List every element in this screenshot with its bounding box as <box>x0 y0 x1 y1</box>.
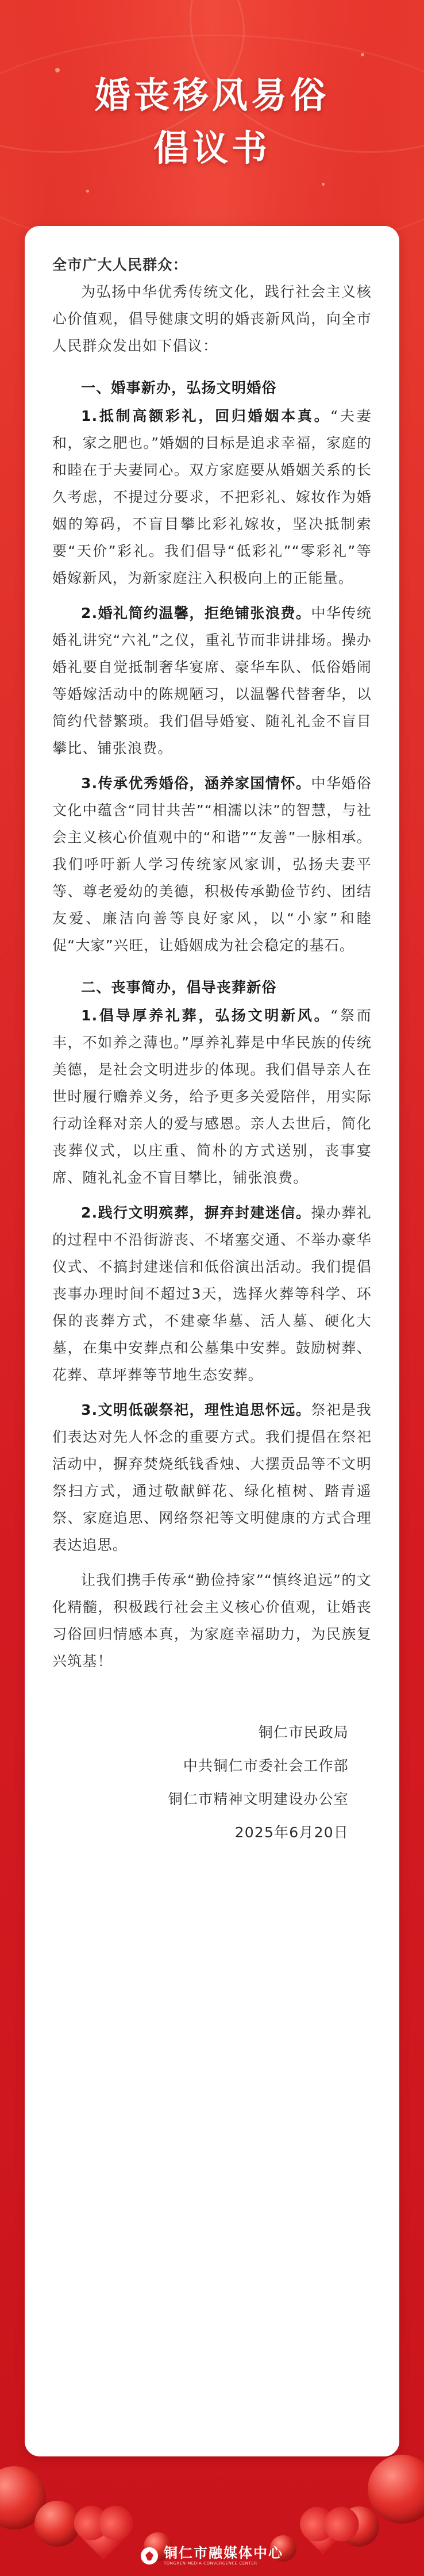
section-item <box>52 600 372 762</box>
signature-block <box>52 1716 372 1849</box>
decorative-balloon <box>368 2455 424 2524</box>
item-heading: 3.文明低碳祭祀，理性追思怀远。 <box>81 1402 311 1418</box>
section-item <box>52 402 372 592</box>
decorative-sparkle <box>86 190 89 193</box>
item-heading: 3.传承优秀婚俗，涵养家国情怀。 <box>81 775 311 792</box>
decorative-sparkle <box>322 183 325 186</box>
item-heading: 1.抵制高额彩礼，回归婚姻本真。 <box>81 408 331 424</box>
section-item <box>52 1002 372 1191</box>
section-title-funeral: 二、丧事简办，倡导丧葬新俗 <box>81 979 277 996</box>
item-body: 操办葬礼的过程中不沿街游丧、不堵塞交通、不举办豪华仪式、不搞封建迷信和低俗演出活动。我们提倡丧事办理时间不超过3天，选择火葬等科学、环保的丧葬方式，不建豪华墓、活人墓、硬化大墓，在集中安葬点和公墓集中安葬。鼓励树葬、花葬、草坪葬等节地生态安葬。 <box>52 1204 372 1383</box>
signature-date: 2025年6月20日 <box>234 1824 349 1841</box>
page-title: 婚丧移风易俗 <box>94 74 329 116</box>
item-body: 中华婚俗文化中蕴含“同甘共苦”“相濡以沫”的智慧，与社会主义核心价值观中的“和谐”“友善”一脉相承。我们呼吁新人学习传统家风家训，弘扬夫妻平等、尊老爱幼的美德，积极传承勤俭节约、团结友爱、廉洁向善等良好家风，以“小家”和睦促“大家”兴旺，让婚姻成为社会稳定的基石。 <box>52 775 372 954</box>
decorative-sparkle <box>361 53 364 56</box>
signatory: 铜仁市精神文明建设办公室 <box>168 1791 349 1807</box>
page-header <box>0 69 424 175</box>
section-item <box>52 1396 372 1558</box>
tongren-media-logo-icon <box>141 2547 158 2565</box>
item-body: “夫妻和，家之肥也。”婚姻的目标是追求幸福，家庭的和睦在于夫妻同心。双方家庭要从婚姻关系的长久考虑，不提过分要求，不把彩礼、嫁妆作为婚姻的筹码，不盲目攀比彩礼嫁妆，坚决抵制索要“天价”彩礼。我们倡导“低彩礼”“零彩礼”等婚嫁新风，为新家庭注入积极向上的正能量。 <box>52 408 372 586</box>
item-heading: 2.践行文明殡葬，摒弃封建迷信。 <box>81 1204 311 1221</box>
section-item <box>52 770 372 959</box>
intro-paragraph: 为弘扬中华优秀传统文化，践行社会主义核心价值观，倡导健康文明的婚丧新风尚，向全市人民群众发出如下倡议： <box>52 283 372 354</box>
signatory: 铜仁市民政局 <box>258 1724 349 1741</box>
closing-paragraph: 让我们携手传承“勤俭持家”“慎终追远”的文化精髓，积极践行社会主义核心价值观，让婚丧习俗回归情感本真，为家庭幸福助力，为民族复兴筑基！ <box>52 1572 372 1669</box>
page-subtitle: 倡议书 <box>153 127 271 169</box>
item-body: 祭祀是我们表达对先人怀念的重要方式。我们提倡在祭祀活动中，摒弃焚烧纸钱香烛、大摆贡品等不文明祭扫方式，通过敬献鲜花、绿化植树、踏青遥祭、家庭追思、网络祭祀等文明健康的方式合理表达追思。 <box>52 1402 372 1553</box>
section-item <box>52 1199 372 1388</box>
salutation: 全市广大人民群众： <box>52 256 188 273</box>
item-body: “祭而丰，不如养之薄也。”厚养礼葬是中华民族的传统美德，是社会文明进步的体现。我们倡导亲人在世时履行赡养义务，给予更多关爱陪伴，用实际行动诠释对亲人的爱与感恩。亲人去世后，简化丧葬仪式，以庄重、简朴的方式送别，丧事宴席、随礼礼金不盲目攀比，铺张浪费。 <box>52 1007 372 1186</box>
signatory: 中共铜仁市委社会工作部 <box>183 1757 349 1774</box>
logo-subtext: TONGREN MEDIA CONVERGENCE CENTER <box>164 2561 257 2566</box>
footer-logo <box>0 2546 424 2566</box>
item-heading: 2.婚礼简约温馨，拒绝铺张浪费。 <box>81 605 311 621</box>
section-title-marriage: 一、婚事新办，弘扬文明婚俗 <box>81 379 277 396</box>
item-heading: 1.倡导厚养礼葬，弘扬文明新风。 <box>81 1007 331 1024</box>
letter-body <box>25 226 399 1849</box>
item-body: 中华传统婚礼讲究“六礼”之仪，重礼节而非讲排场。操办婚礼要自觉抵制奢华宴席、豪华车队、低俗婚闹等婚嫁活动中的陈规陋习，以温馨代替奢华，以简约代替繁琐。我们倡导婚宴、随礼礼金不盲目攀比、铺张浪费。 <box>52 605 372 757</box>
letter-card <box>25 226 399 2456</box>
logo-text-group <box>164 2546 283 2566</box>
logo-text: 铜仁市融媒体中心 <box>164 2545 283 2561</box>
